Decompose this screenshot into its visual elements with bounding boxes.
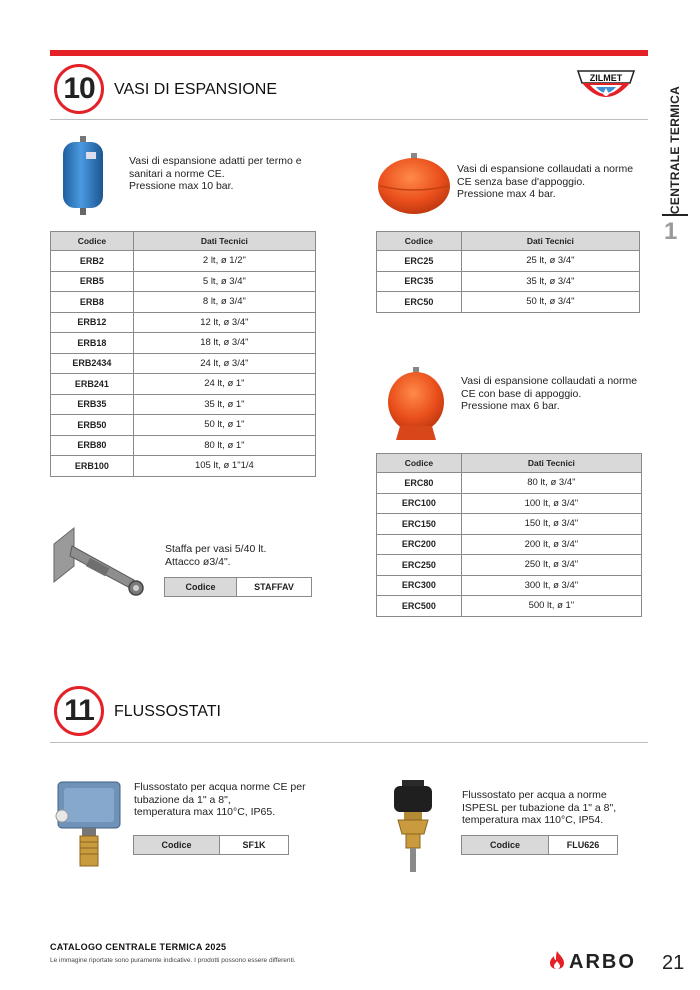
product-code: ERC250 [377,555,462,576]
code-label: Codice [134,836,220,854]
product-code: ERC200 [377,534,462,555]
section-number-badge: 11 [54,686,104,736]
product-specs: 8 lt, ø 3/4" [133,292,315,313]
product-code: ERB241 [51,374,134,395]
wall-bracket-image [50,522,150,608]
flow-switch-flu626-image [388,778,438,874]
product-code: ERB100 [51,456,134,477]
product-code: ERB50 [51,415,134,436]
product-specs: 200 lt, ø 3/4" [461,534,641,555]
product-specs: 80 lt, ø 3/4" [461,473,641,494]
table-header-row [51,232,316,251]
side-chapter-bar [662,214,688,216]
product-specs: 35 lt, ø 1" [133,394,315,415]
table-row [377,251,640,272]
erb-description: Vasi di espansione adatti per termo e sanitari a norme CE. Pressione max 10 bar. [129,155,302,192]
side-chapter-label: CENTRALE TERMICA [668,85,683,215]
arbo-logo-text: ARBO [569,951,636,973]
product-specs: 25 lt, ø 3/4" [461,251,639,272]
product-code: ERC100 [377,493,462,514]
section-divider [50,742,648,743]
staffa-description: Staffa per vasi 5/40 lt. Attacco ø3/4". [165,543,267,568]
product-specs: 300 lt, ø 3/4" [461,575,641,596]
product-specs: 100 lt, ø 3/4" [461,493,641,514]
side-chapter-number: 1 [664,218,678,245]
top-accent-bar [50,50,648,56]
flu626-code-box [461,835,618,855]
product-specs: 250 lt, ø 3/4" [461,555,641,576]
red-expansion-vessel-image [376,152,454,216]
product-code: STAFFAV [254,582,294,592]
arbo-logo [548,950,636,975]
table-header-row [377,232,640,251]
section-title: FLUSSOSTATI [114,703,221,720]
product-specs: 24 lt, ø 1" [133,374,315,395]
column-header-code: Codice [51,232,134,251]
product-code: ERB2434 [51,353,134,374]
erc-small-description: Vasi di espansione collaudati a norme CE senza base d'appoggio. Pressione max 4 bar. [457,163,634,200]
table-row [51,435,316,456]
product-code: ERB80 [51,435,134,456]
table-row [377,596,642,617]
flame-icon [548,950,566,975]
flow-switch-sf1k-image [54,776,126,872]
table-row [377,473,642,494]
product-code: ERC500 [377,596,462,617]
product-code: ERC35 [377,271,462,292]
product-code: ERB18 [51,333,134,354]
column-header-code: Codice [377,454,462,473]
product-specs: 24 lt, ø 3/4" [133,353,315,374]
product-specs: 5 lt, ø 3/4" [133,271,315,292]
product-code: ERB2 [51,251,134,272]
erb-spec-table [50,231,316,477]
column-header-specs: Dati Tecnici [461,232,639,251]
catalog-title: CATALOGO CENTRALE TERMICA 2025 [50,942,227,952]
product-code: ERC25 [377,251,462,272]
zilmet-logo [572,67,640,107]
table-header-row [377,454,642,473]
table-row [51,333,316,354]
code-label: Codice [165,578,237,596]
product-code: ERB5 [51,271,134,292]
product-specs: 80 lt, ø 1" [133,435,315,456]
product-code: ERC300 [377,575,462,596]
table-row [377,292,640,313]
flu626-description: Flussostato per acqua a norme ISPESL per tubazione da 1" a 8", temperatura max 110°C, IP54. [462,789,617,826]
product-specs: 50 lt, ø 3/4" [461,292,639,313]
red-expansion-vessel-with-base-image [384,366,448,442]
disclaimer-note: Le immagine riportate sono puramente indicative. I prodotti possono essere differenti. [50,957,296,964]
section-divider [50,119,648,120]
product-specs: 12 lt, ø 3/4" [133,312,315,333]
product-code: SF1K [242,840,266,850]
table-row [51,271,316,292]
table-row [51,292,316,313]
zilmet-logo-text: ZILMET [589,73,623,83]
code-label: Codice [462,836,549,854]
table-row [51,394,316,415]
staffa-code-box [164,577,312,597]
erc-big-description: Vasi di espansione collaudati a norme CE con base di appoggio. Pressione max 6 bar. [461,375,638,412]
section-number-badge: 10 [54,64,104,114]
column-header-specs: Dati Tecnici [133,232,315,251]
erc-big-spec-table [376,453,642,617]
table-row [51,312,316,333]
product-code: FLU626 [566,840,600,850]
table-row [51,415,316,436]
product-code: ERB8 [51,292,134,313]
blue-expansion-vessel-image [58,134,108,218]
product-specs: 2 lt, ø 1/2" [133,251,315,272]
product-specs: 500 lt, ø 1" [461,596,641,617]
table-row [51,353,316,374]
column-header-specs: Dati Tecnici [461,454,641,473]
table-row [51,251,316,272]
page-number: 21 [662,952,685,974]
table-row [377,534,642,555]
product-specs: 50 lt, ø 1" [133,415,315,436]
table-row [377,493,642,514]
table-row [51,374,316,395]
product-code: ERB12 [51,312,134,333]
column-header-code: Codice [377,232,462,251]
section-title: VASI DI ESPANSIONE [114,81,278,98]
product-specs: 150 lt, ø 3/4" [461,514,641,535]
product-code: ERC150 [377,514,462,535]
table-row [377,575,642,596]
product-specs: 105 lt, ø 1"1/4 [133,456,315,477]
product-specs: 35 lt, ø 3/4" [461,271,639,292]
product-code: ERC50 [377,292,462,313]
product-code: ERC80 [377,473,462,494]
sf1k-code-box [133,835,289,855]
product-specs: 18 lt, ø 3/4" [133,333,315,354]
product-code: ERB35 [51,394,134,415]
table-row [377,514,642,535]
sf1k-description: Flussostato per acqua norme CE per tubazione da 1" a 8", temperatura max 110°C, IP65. [134,781,306,818]
erc-small-spec-table [376,231,640,313]
table-row [377,555,642,576]
table-row [51,456,316,477]
table-row [377,271,640,292]
